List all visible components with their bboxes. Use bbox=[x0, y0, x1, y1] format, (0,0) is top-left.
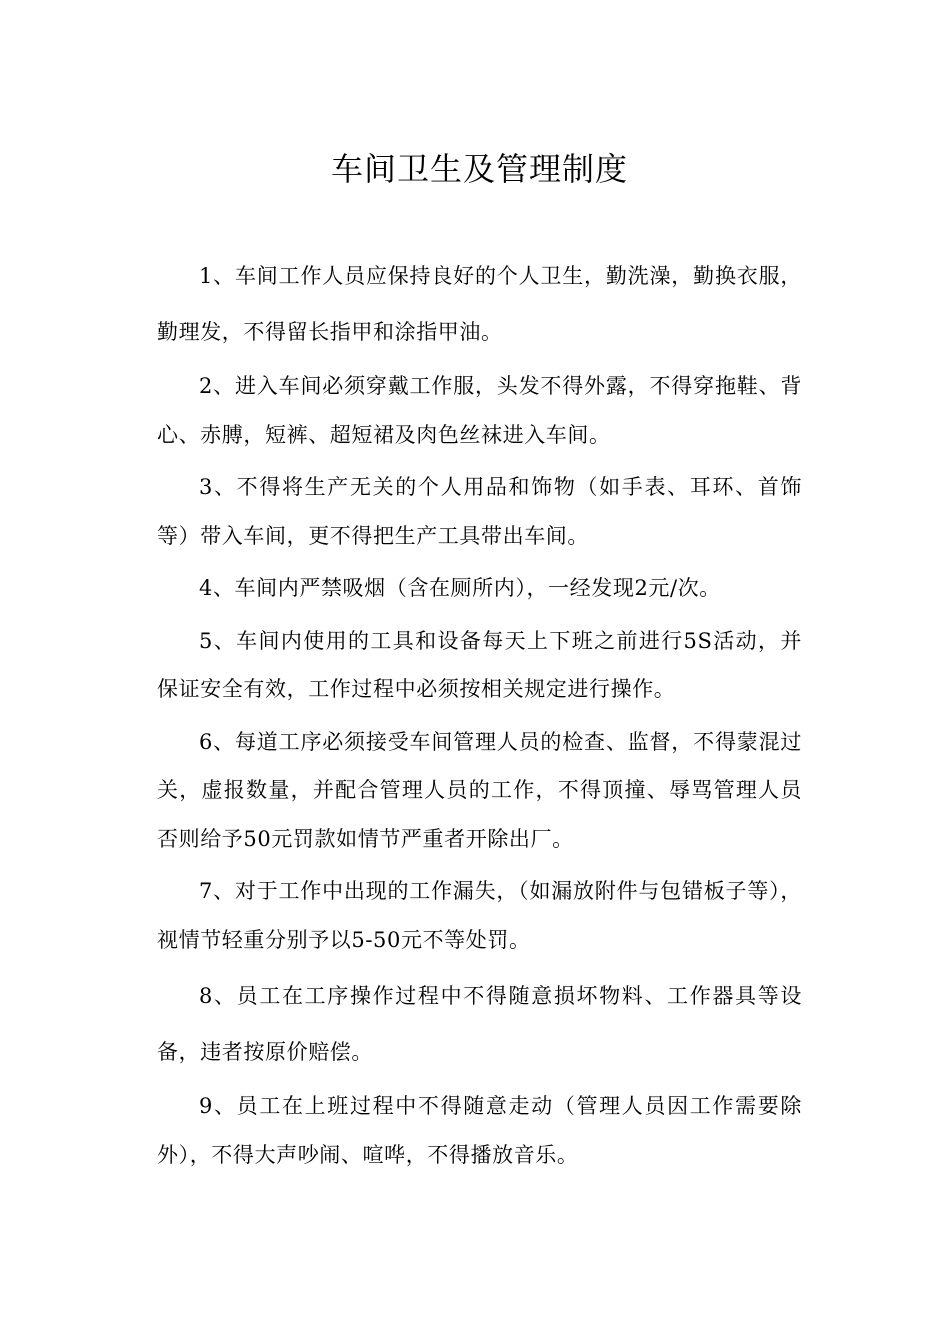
document-title: 车间卫生及管理制度 bbox=[330, 150, 628, 188]
rules-list bbox=[157, 248, 802, 1183]
rule-item-1: 1、车间工作人员应保持良好的个人卫生，勤洗澡，勤换衣服，勤理发，不得留长指甲和涂指甲油。 bbox=[157, 264, 802, 344]
rule-item-6: 6、每道工序必须接受车间管理人员的检查、监督，不得蒙混过关，虚报数量，并配合管理人员的工作，不得顶撞、辱骂管理人员否则给予50元罚款如情节严重者开除出厂。 bbox=[157, 729, 802, 851]
rule-item-2: 2、进入车间必须穿戴工作服，头发不得外露，不得穿拖鞋、背心、赤膊，短裤、超短裙及肉色丝袜进入车间。 bbox=[157, 374, 802, 447]
rule-item-3: 3、不得将生产无关的个人用品和饰物（如手表、耳环、首饰等）带入车间，更不得把生产工具带出车间。 bbox=[157, 475, 802, 548]
rule-item-5: 5、车间内使用的工具和设备每天上下班之前进行5S活动，并保证安全有效，工作过程中必须按相关规定进行操作。 bbox=[157, 628, 802, 701]
rule-item-4: 4、车间内严禁吸烟（含在厕所内），一经发现2元/次。 bbox=[199, 576, 721, 600]
rule-item-8: 8、员工在工序操作过程中不得随意损坏物料、工作器具等设备，违者按原价赔偿。 bbox=[157, 984, 802, 1064]
rule-item-7: 7、对于工作中出现的工作漏失，（如漏放附件与包错板子等），视情节轻重分别予以5-50元不等处罚。 bbox=[157, 879, 802, 952]
rule-item-9: 9、员工在上班过程中不得随意走动（管理人员因工作需要除外），不得大声吵闹、喧哗，不得播放音乐。 bbox=[157, 1094, 802, 1167]
document-page bbox=[157, 0, 802, 1344]
